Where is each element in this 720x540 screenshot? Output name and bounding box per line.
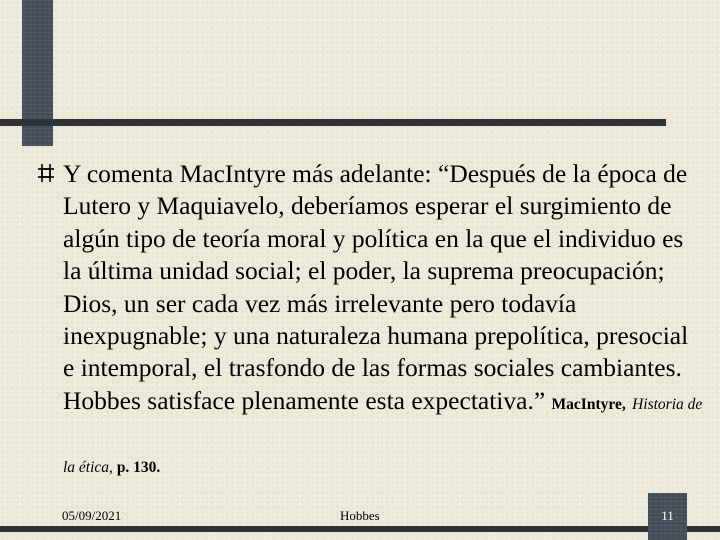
citation-title-part2: la ética,: [63, 459, 113, 476]
footer-date: 05/09/2021: [62, 508, 122, 523]
footer-divider: [0, 526, 720, 532]
citation-page: p. 130.: [116, 459, 161, 476]
citation-line: [63, 458, 703, 478]
page-number: 11: [661, 508, 674, 523]
citation-title-part1: Historia de: [632, 395, 703, 413]
footer-title: Hobbes: [340, 508, 380, 523]
hash-square-icon: [38, 164, 54, 182]
quote-text: Y comenta MacIntyre más adelante: “Después de la época de Lutero y Maquiavelo, deberíamos esperar el surgimiento de algún tipo de teoría moral y política en la que el individuo es la última unidad social; el poder, la suprema preocupación; Dios, un ser cada vez más irrelevante pero todavía inexpugnable; y una naturaleza humana prepolítica, presocial e intemporal, el trasfondo de las formas sociales cambiantes. Hobbes satisface plenamente esta expectativa.”: [63, 159, 689, 415]
slide-body: [63, 158, 703, 421]
citation-author: MacIntyre,: [551, 395, 626, 413]
title-divider: [0, 119, 666, 126]
